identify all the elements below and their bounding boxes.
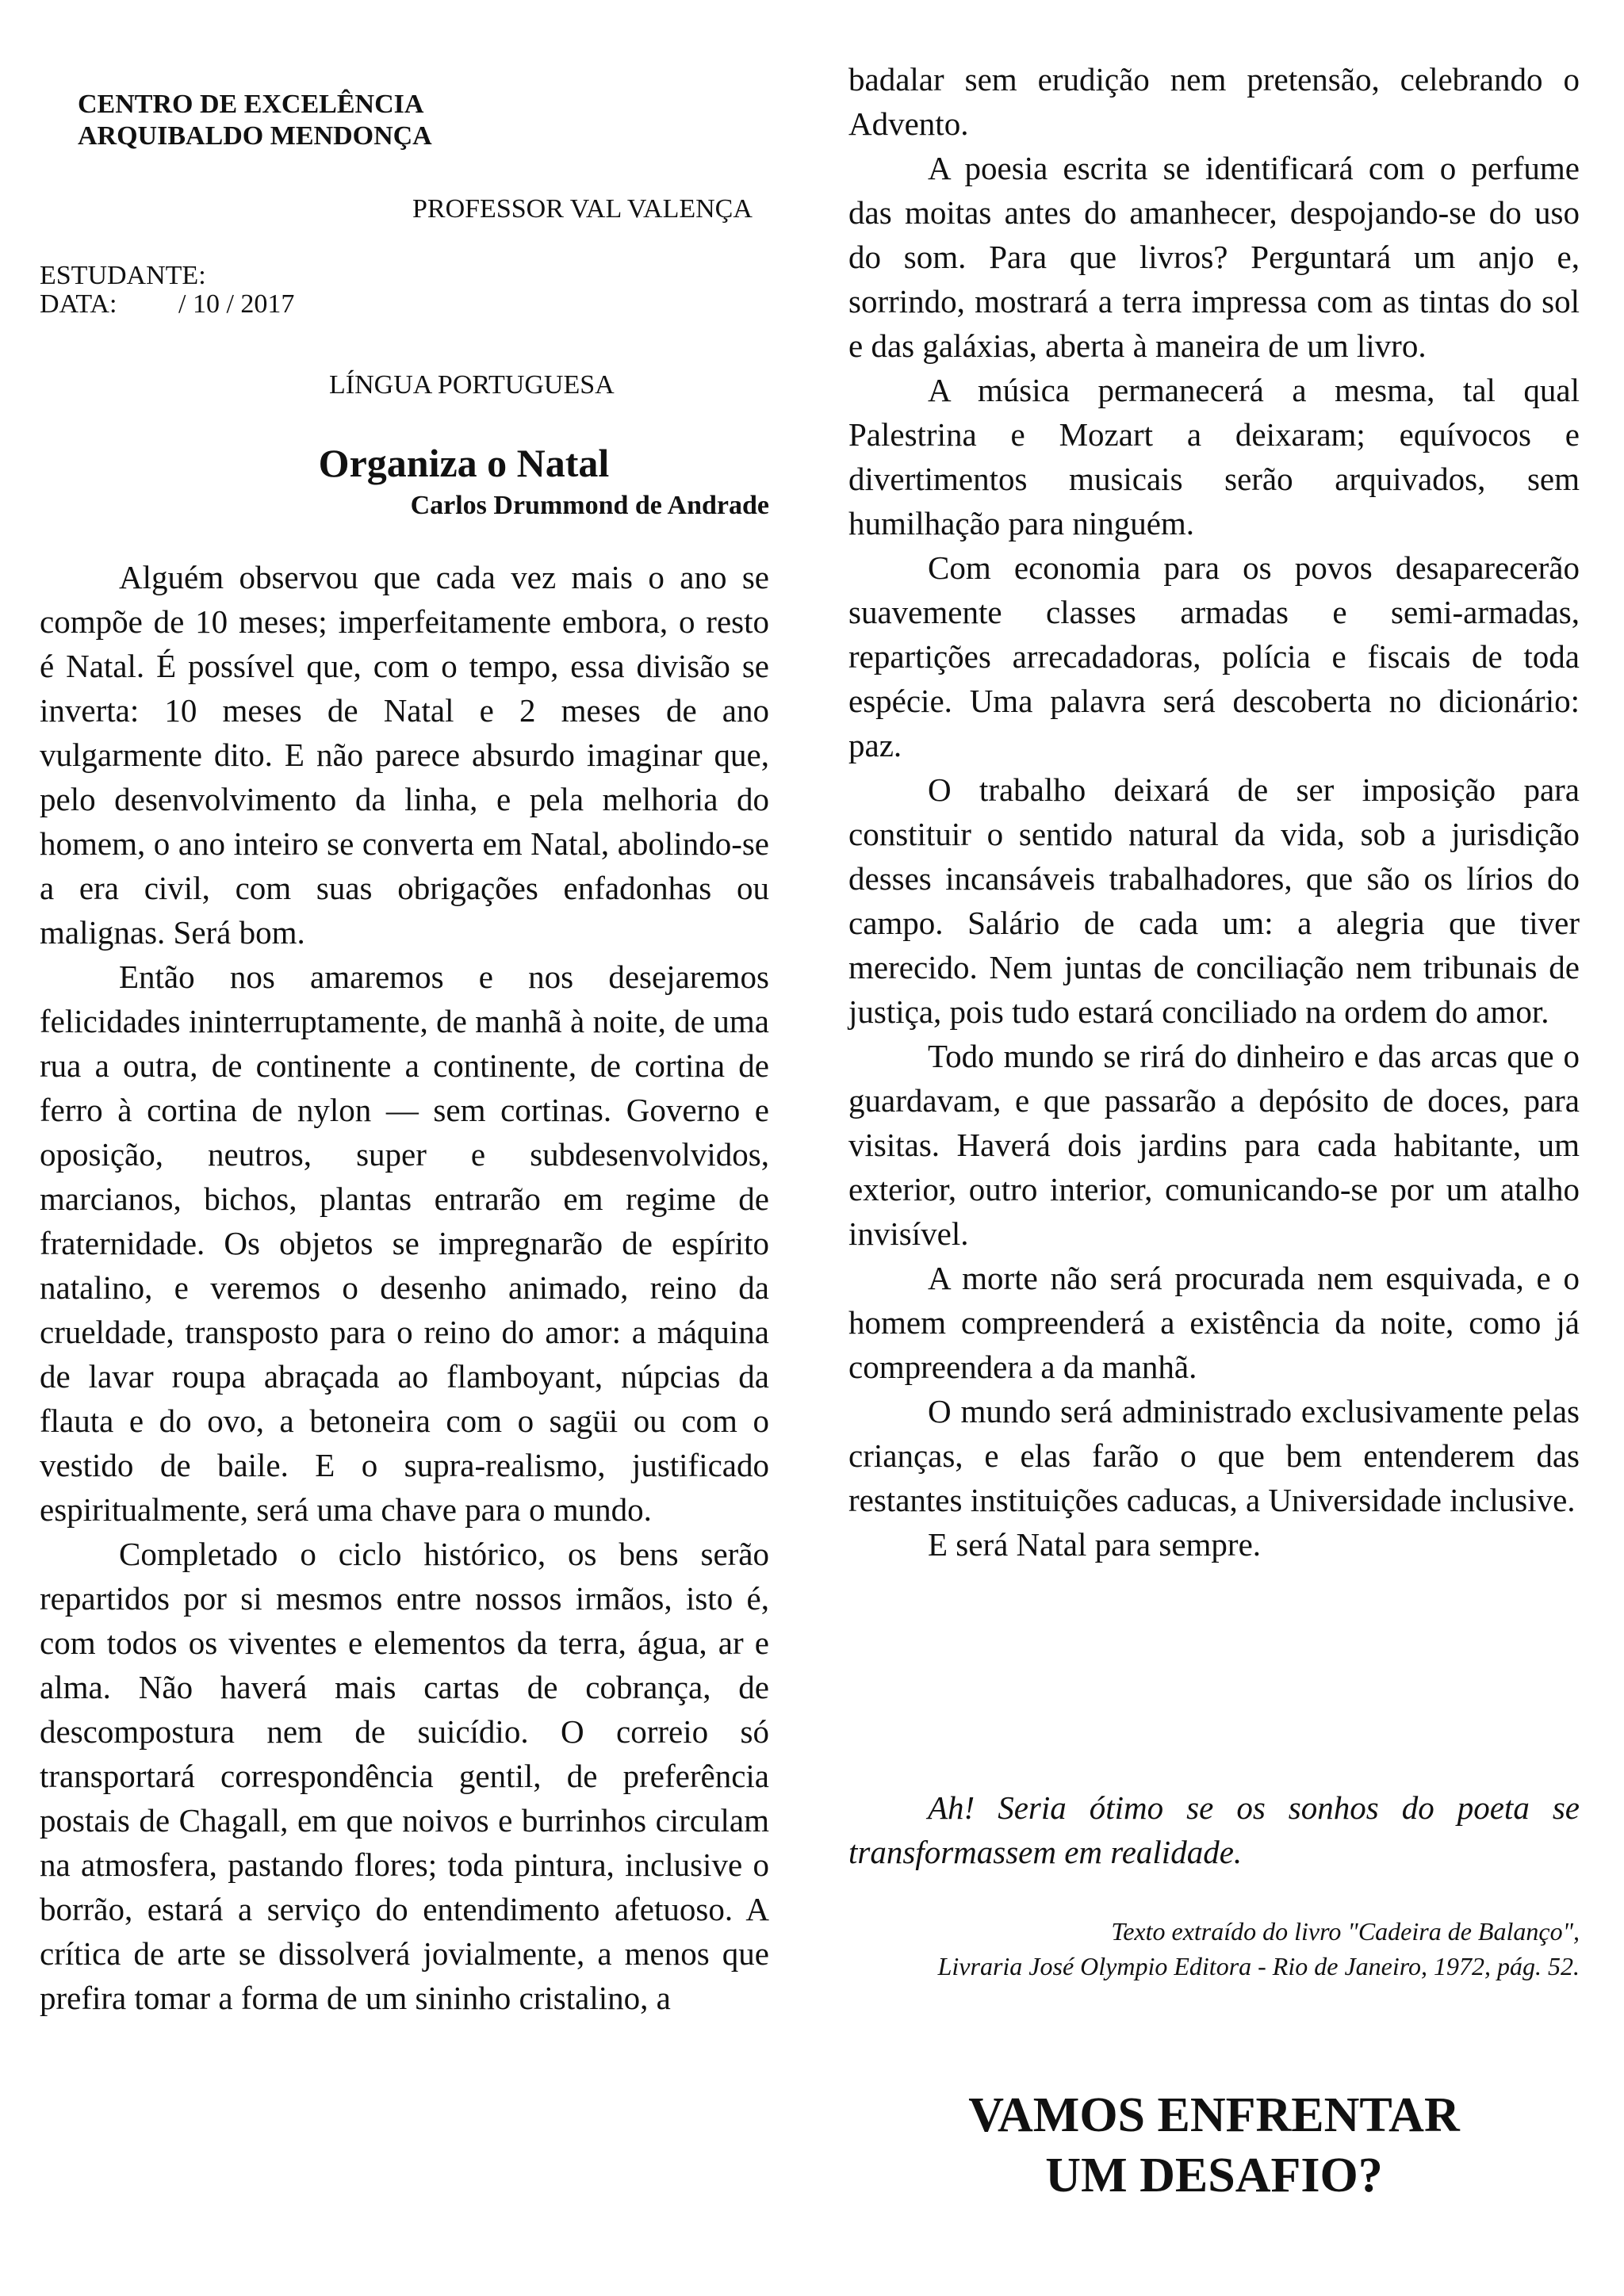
date-value: / 10 / 2017 bbox=[178, 289, 295, 319]
paragraph: Com economia para os povos desaparecerão suavemente classes armadas e semi-armadas, repartições arrecadadoras, polícia e fiscais de toda espécie. Uma palavra será descoberta no dicionário: paz. bbox=[848, 549, 1580, 763]
challenge-heading bbox=[848, 2085, 1580, 2206]
paragraph: A música permanecerá a mesma, tal qual Palestrina e Mozart a deixaram; equívocos e divertimentos musicais serão arquivados, sem humilhação para ninguém. bbox=[848, 372, 1580, 541]
date-row bbox=[40, 290, 294, 319]
paragraph: A morte não será procurada nem esquivada, e o homem compreenderá a existência da noite, como já compreendera a da manhã. bbox=[848, 1260, 1580, 1385]
student-label: ESTUDANTE: bbox=[40, 261, 206, 290]
paragraph: Todo mundo se rirá do dinheiro e das arcas que o guardavam, e que passarão a depósito de doces, para visitas. Haverá dois jardins para cada habitante, um exterior, outro interior, comunicando-se por um atalho invisível. bbox=[848, 1038, 1580, 1252]
source-line1: Texto extraído do livro "Cadeira de Balanço", bbox=[1111, 1917, 1580, 1946]
paragraph: E será Natal para sempre. bbox=[928, 1526, 1262, 1563]
student-info bbox=[40, 262, 294, 319]
challenge-line1: VAMOS ENFRENTAR bbox=[968, 2088, 1460, 2142]
article-body-right bbox=[848, 57, 1580, 1567]
student-row bbox=[40, 262, 294, 290]
article-title: Organiza o Natal bbox=[318, 441, 610, 485]
paragraph: Completado o ciclo histórico, os bens serão repartidos por si mesmos entre nossos irmãos, isto é, com todos os viventes e elementos da terra, água, ar e alma. Não haverá mais cartas de cobrança, de descompostura nem de suicídio. O correio só transportará correspondência gentil, de preferência postais de Chagall, em que noivos e burrinhos circulam na atmosfera, pastando flores; toda pintura, inclusive o borrão, estará a serviço do entendimento afetuoso. A crítica de arte se dissolverá jovialmente, a menos que prefira tomar a forma de um sininho cristalino, a bbox=[40, 1536, 769, 2016]
professor-name: PROFESSOR VAL VALENÇA bbox=[412, 194, 753, 224]
school-name-line1: CENTRO DE EXCELÊNCIA bbox=[78, 90, 424, 119]
article-author: Carlos Drummond de Andrade bbox=[410, 491, 769, 520]
challenge-line2: UM DESAFIO? bbox=[1045, 2149, 1383, 2202]
school-name-line2: ARQUIBALDO MENDONÇA bbox=[78, 121, 432, 151]
reflection-note: Ah! Seria ótimo se os sonhos do poeta se transformassem em realidade. bbox=[848, 1789, 1580, 1870]
paragraph: Então nos amaremos e nos desejaremos felicidades ininterruptamente, de manhã à noite, de uma rua a outra, de continente a continente, de cortina de ferro à cortina de nylon — sem cortinas. Governo e oposição, neutros, super e subdesenvolvidos, marcianos, bichos, plantas entrarão em regime de fraternidade. Os objetos se impregnarão de espírito natalino, e veremos o desenho animado, reino da crueldade, transposto para o reino do amor: a máquina de lavar roupa abraçada ao flamboyant, núpcias da flauta e do ovo, a betoneira com o sagüi ou com o vestido de baile. E o supra-realismo, justificado espiritualmente, será uma chave para o mundo. bbox=[40, 959, 769, 1528]
source-line2: Livraria José Olympio Editora - Rio de Janeiro, 1972, pág. 52. bbox=[937, 1952, 1580, 1980]
paragraph: Alguém observou que cada vez mais o ano se compõe de 10 meses; imperfeitamente embora, o resto é Natal. É possível que, com o tempo, essa divisão se inverta: 10 meses de Natal e 2 meses de ano vulgarmente dito. E não parece absurdo imaginar que, pelo desenvolvimento da linha, e pela melhoria do homem, o ano inteiro se converta em Natal, abolindo-se a era civil, com suas obrigações enfadonhas ou malignas. Será bom. bbox=[40, 559, 769, 951]
paragraph: A poesia escrita se identificará com o perfume das moitas antes do amanhecer, despojando-se do uso do som. Para que livros? Perguntará um anjo e, sorrindo, mostrará a terra impressa com as tintas do sol e das galáxias, aberta à maneira de um livro. bbox=[848, 150, 1580, 364]
school-name bbox=[78, 89, 432, 152]
article-body-left bbox=[40, 555, 769, 2020]
source-citation bbox=[848, 1914, 1580, 1984]
paragraph: O trabalho deixará de ser imposição para constituir o sentido natural da vida, sob a jurisdição desses incansáveis trabalhadores, que são os lírios do campo. Salário de cada um: a alegria que tiver merecido. Nem juntas de conciliação nem tribunais de justiça, pois tudo estará conciliado na ordem do amor. bbox=[848, 771, 1580, 1030]
date-label: DATA: bbox=[40, 289, 117, 319]
paragraph: O mundo será administrado exclusivamente pelas crianças, e elas farão o que bem entenderem das restantes instituições caducas, a Universidade inclusive. bbox=[848, 1393, 1580, 1518]
paragraph-continuation: badalar sem erudição nem pretensão, celebrando o Advento. bbox=[848, 61, 1580, 142]
subject-title: LÍNGUA PORTUGUESA bbox=[329, 370, 615, 400]
